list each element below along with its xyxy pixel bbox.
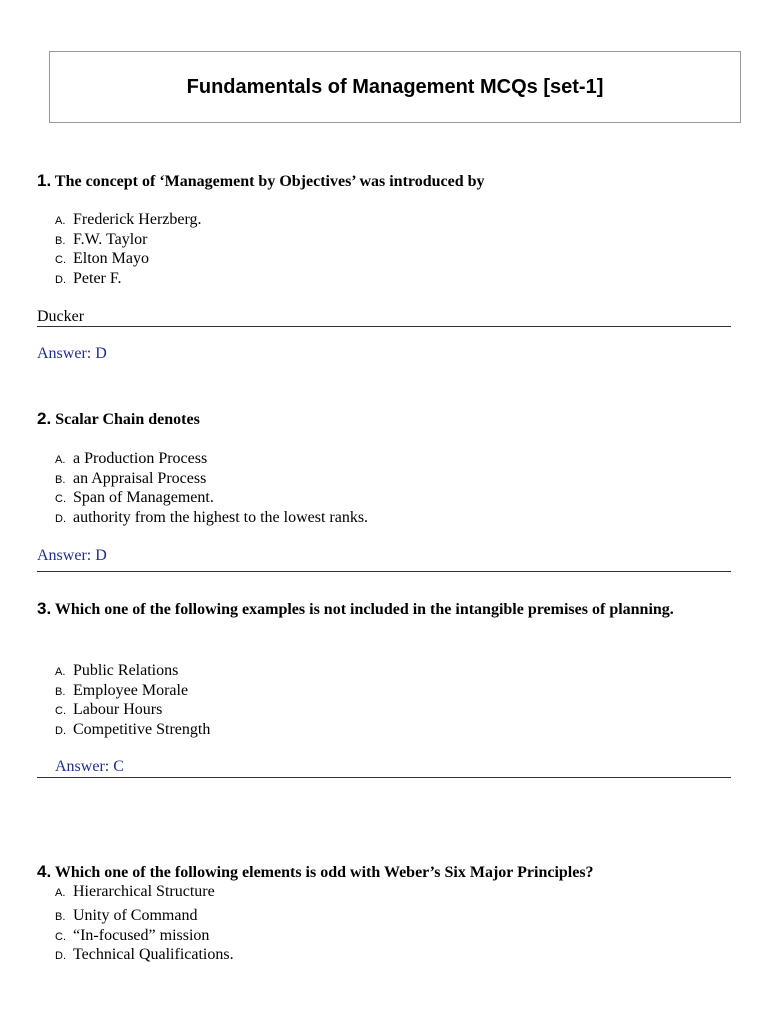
option-d: D. Peter F. bbox=[55, 270, 122, 288]
option-d: D. Competitive Strength bbox=[55, 721, 211, 739]
option-b: B. F.W. Taylor bbox=[55, 230, 148, 248]
question-number: 3. bbox=[37, 599, 52, 618]
option-b: B. Employee Morale bbox=[55, 681, 189, 699]
question-number: 2. bbox=[37, 409, 52, 428]
question-text: The concept of ‘Management by Objectives’ was introduced by bbox=[54, 173, 485, 190]
option-a: A. a Production Process bbox=[55, 450, 208, 467]
question-1 bbox=[37, 170, 737, 193]
question-number: 4. bbox=[37, 862, 52, 881]
divider bbox=[37, 777, 731, 778]
option-a: A. Frederick Herzberg. bbox=[55, 211, 202, 228]
divider bbox=[37, 571, 731, 572]
answer-3: Answer: C bbox=[55, 758, 124, 775]
question-text: Scalar Chain denotes bbox=[55, 411, 200, 428]
question-2 bbox=[37, 408, 737, 431]
answer-1: Answer: D bbox=[37, 345, 107, 362]
option-a: A. Public Relations bbox=[55, 662, 179, 679]
question-number: 1. bbox=[37, 171, 52, 190]
divider bbox=[37, 326, 731, 327]
options-2 bbox=[55, 449, 368, 528]
option-c: C. Span of Management. bbox=[55, 489, 214, 507]
question-text: Which one of the following elements is odd with Weber’s Six Major Principles? bbox=[54, 864, 594, 881]
option-b: B. an Appraisal Process bbox=[55, 469, 207, 487]
option-a: A. Hierarchical Structure bbox=[55, 883, 215, 900]
option-c: C. “In-focused” mission bbox=[55, 926, 210, 944]
option-c: C. Labour Hours bbox=[55, 701, 163, 719]
options-3 bbox=[55, 661, 210, 740]
option-b: B. Unity of Command bbox=[55, 907, 198, 924]
title-box bbox=[49, 51, 741, 123]
option-d: D. authority from the highest to the lowest ranks. bbox=[55, 509, 369, 527]
option-d: D. Technical Qualifications. bbox=[55, 946, 234, 964]
options-1 bbox=[55, 210, 202, 289]
page-title: Fundamentals of Management MCQs [set-1] bbox=[186, 76, 604, 98]
question-text: Which one of the following examples is not included in the intangible premises of planning. bbox=[54, 601, 674, 618]
answer-2: Answer: D bbox=[37, 547, 107, 564]
question-4 bbox=[37, 861, 737, 884]
question-3 bbox=[37, 598, 737, 621]
options-4 bbox=[55, 882, 234, 965]
option-c: C. Elton Mayo bbox=[55, 250, 149, 268]
option-continuation: Ducker bbox=[37, 308, 85, 325]
